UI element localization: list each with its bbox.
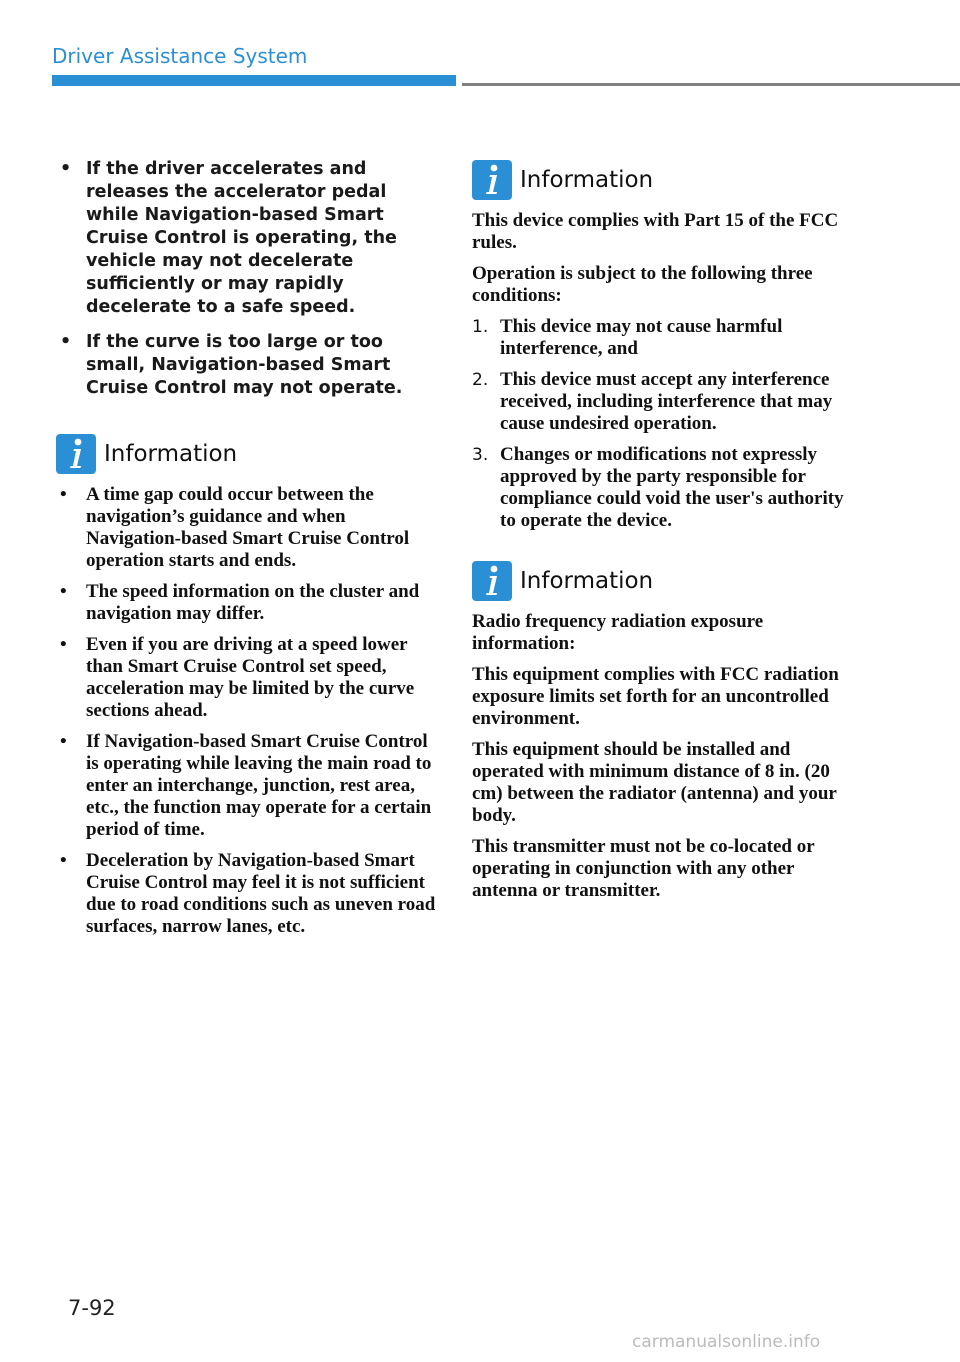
list-item: • Deceleration by Navigation-based Smart Cruise Control may feel it is not sufficient due to road conditions such as uneven road surfaces, narrow lanes, etc. <box>56 850 440 938</box>
list-text: This device may not cause harmful interference, and <box>500 316 783 359</box>
watermark: carmanualsonline.info <box>632 1332 821 1352</box>
section-title: Driver Assistance System <box>52 44 308 68</box>
list-item: • If Navigation-based Smart Cruise Control is operating while leaving the main road to enter an interchange, junction, rest area, etc., the function may operate for a certain period of time. <box>56 731 440 841</box>
list-number: 1. <box>472 317 489 337</box>
conditions-list <box>472 316 856 532</box>
header-rule <box>462 83 960 86</box>
info-icon <box>472 561 512 601</box>
info-icon <box>472 160 512 200</box>
info-paragraph: Operation is subject to the following three conditions: <box>472 263 813 306</box>
list-number: 2. <box>472 370 489 390</box>
left-column <box>56 158 440 947</box>
info-heading <box>472 160 856 200</box>
list-item: • If the driver accelerates and releases the accelerator pedal while Navigation-based Smart Cruise Control is operating, the vehicle may not decelerate sufficiently or may rapidly decelerate to a safe speed. <box>56 158 440 319</box>
list-text: Changes or modifications not expressly approved by the party responsible for compliance could void the user's authority to operate the device. <box>500 444 844 531</box>
info-paragraph: This device complies with Part 15 of the FCC rules. <box>472 210 839 253</box>
header-accent-bar <box>52 75 456 86</box>
list-item <box>472 316 856 360</box>
right-column <box>472 160 856 911</box>
list-item <box>472 369 856 435</box>
list-number: 3. <box>472 445 489 465</box>
info-heading <box>472 561 856 601</box>
caution-list <box>56 158 440 400</box>
info-icon <box>56 434 96 474</box>
info-heading <box>56 434 440 474</box>
info-title: Information <box>104 441 238 467</box>
list-item <box>472 444 856 532</box>
info-paragraph: Radio frequency radiation exposure information: <box>472 611 764 654</box>
page-number: 7-92 <box>68 1296 116 1320</box>
info-title: Information <box>520 167 654 193</box>
list-item: • If the curve is too large or too small, Navigation-based Smart Cruise Control may not operate. <box>56 331 440 400</box>
info-paragraph: This equipment complies with FCC radiation exposure limits set forth for an uncontrolled environment. <box>472 664 839 729</box>
info-paragraph: This equipment should be installed and operated with minimum distance of 8 in. (20 cm) between the radiator (antenna) and your body. <box>472 739 837 826</box>
list-item: • Even if you are driving at a speed lower than Smart Cruise Control set speed, acceleration may be limited by the curve sections ahead. <box>56 634 440 722</box>
list-item: • A time gap could occur between the navigation’s guidance and when Navigation-based Smart Cruise Control operation starts and ends. <box>56 484 440 572</box>
info-paragraph: This transmitter must not be co-located or operating in conjunction with any other antenna or transmitter. <box>472 836 815 901</box>
list-item: • The speed information on the cluster and navigation may differ. <box>56 581 440 625</box>
list-text: This device must accept any interference received, including interference that may cause undesired operation. <box>500 369 833 434</box>
info-title: Information <box>520 568 654 594</box>
info-list <box>56 484 440 938</box>
